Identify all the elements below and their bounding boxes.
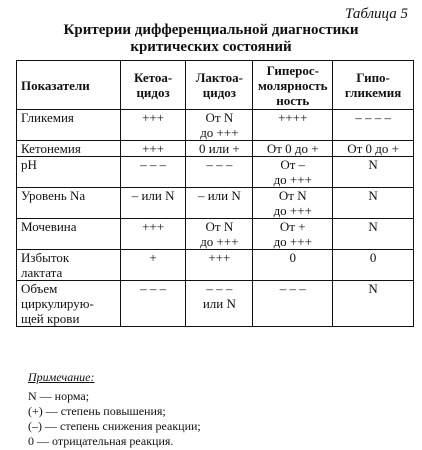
table-cell xyxy=(253,110,333,141)
table-cell-text: – – – xyxy=(206,281,233,296)
table-cell-text: От N xyxy=(205,219,234,234)
row-label-text: щей крови xyxy=(21,311,80,326)
table-number-label: Таблица 5 xyxy=(345,6,408,22)
table-row xyxy=(17,141,414,157)
table-cell xyxy=(253,250,333,281)
table-title-line-1: Критерии дифференциальной диагностики xyxy=(63,22,359,38)
table-cell xyxy=(186,188,253,219)
table-row xyxy=(17,219,414,250)
table-cell xyxy=(120,157,186,188)
table-cell xyxy=(253,157,333,188)
table-cell xyxy=(253,188,333,219)
column-header-text: ность xyxy=(276,92,310,108)
column-header xyxy=(333,61,414,110)
row-label xyxy=(17,157,121,188)
row-label-text: Уровень Na xyxy=(21,188,86,203)
table-cell-text: От + xyxy=(279,219,306,234)
table-cell xyxy=(333,188,414,219)
note-line: 0 — отрицательная реакция. xyxy=(28,434,174,448)
table-cell-text: N xyxy=(368,219,378,234)
column-header xyxy=(186,61,253,110)
table-title xyxy=(0,22,422,56)
row-label xyxy=(17,188,121,219)
table-cell-text: N xyxy=(368,281,378,296)
table-cell-text: +++ xyxy=(142,219,165,234)
column-header-text: Гипо- xyxy=(356,70,390,85)
table-cell xyxy=(120,250,186,281)
table-cell xyxy=(333,281,414,327)
table-row xyxy=(17,250,414,281)
column-header-text: цидоз xyxy=(136,85,170,100)
notes-section xyxy=(28,370,201,449)
table-cell-text: От N xyxy=(278,188,307,203)
row-label xyxy=(17,219,121,250)
table-cell-text: до +++ xyxy=(273,234,312,249)
row-label xyxy=(17,141,121,157)
row-label-text: Гликемия xyxy=(21,110,74,125)
table-cell xyxy=(120,141,186,157)
table-row xyxy=(17,110,414,141)
table-cell xyxy=(186,110,253,141)
table-row xyxy=(17,188,414,219)
table-cell-text: – – – xyxy=(140,281,167,296)
row-label xyxy=(17,110,121,141)
table-cell-text: +++ xyxy=(208,250,231,265)
table-cell-text: 0 xyxy=(289,250,296,265)
table-cell-text: + xyxy=(149,250,157,265)
column-header-text: молярность xyxy=(257,77,328,93)
diagnostic-criteria-table xyxy=(16,60,414,327)
column-header-text: Лактоа- xyxy=(195,70,243,85)
table-row xyxy=(17,157,414,188)
row-label-text: циркулирую- xyxy=(21,296,94,311)
table-title-line-2: критических состояний xyxy=(130,39,292,55)
row-label xyxy=(17,281,121,327)
table-cell xyxy=(333,219,414,250)
column-header-text: Гиперос- xyxy=(266,62,319,78)
table-cell-text: – – – xyxy=(206,157,233,172)
notes-heading: Примечание: xyxy=(28,370,95,384)
table-cell-text: до +++ xyxy=(200,234,239,249)
table-cell-text: – или N xyxy=(197,188,241,203)
table-cell-text: до +++ xyxy=(273,203,312,218)
table-cell xyxy=(186,219,253,250)
table-cell xyxy=(253,141,333,157)
table-cell-text: или N xyxy=(202,296,236,311)
table-cell xyxy=(186,157,253,188)
table-cell xyxy=(333,110,414,141)
row-label xyxy=(17,250,121,281)
table-cell-text: – – – xyxy=(140,157,167,172)
note-line: N — норма; xyxy=(28,389,90,403)
table-cell-text: до +++ xyxy=(273,172,312,187)
column-header-text: Показатели xyxy=(21,77,90,93)
row-label-text: Кетонемия xyxy=(21,141,81,156)
table-header-row xyxy=(17,61,414,110)
column-header xyxy=(17,61,121,110)
table-cell-text: N xyxy=(368,188,378,203)
table-cell-text: – – – – xyxy=(355,110,391,125)
table-cell xyxy=(120,281,186,327)
table-cell xyxy=(120,110,186,141)
table-cell-text: От 0 до + xyxy=(347,141,399,156)
table-cell xyxy=(253,219,333,250)
table-cell-text: – или N xyxy=(131,188,175,203)
table-cell-text: N xyxy=(368,157,378,172)
table-cell xyxy=(186,250,253,281)
row-label-text: Избыток xyxy=(21,250,70,265)
column-header xyxy=(253,61,333,110)
table-cell-text: ++++ xyxy=(278,110,308,125)
table-cell xyxy=(186,281,253,327)
table-cell-text: +++ xyxy=(142,141,165,156)
table-cell xyxy=(120,219,186,250)
column-header-text: цидоз xyxy=(202,85,237,100)
table-cell xyxy=(253,281,333,327)
note-line: (–) — степень снижения реакции; xyxy=(28,419,201,433)
table-cell xyxy=(333,157,414,188)
table-cell-text: 0 xyxy=(369,250,377,265)
table-cell xyxy=(333,141,414,157)
row-label-text: Объем xyxy=(21,281,58,296)
row-label-text: Мочевина xyxy=(21,219,77,234)
table-cell xyxy=(186,141,253,157)
table-cell-text: От – xyxy=(280,157,306,172)
table-body xyxy=(17,110,414,327)
table-cell-text: От N xyxy=(205,110,234,125)
row-label-text: лактата xyxy=(21,265,63,280)
table-cell-text: От 0 до + xyxy=(266,141,319,156)
table-cell-text: 0 или + xyxy=(199,141,240,156)
column-header xyxy=(120,61,186,110)
column-header-text: гликемия xyxy=(344,85,402,100)
table-cell-text: до +++ xyxy=(200,125,239,140)
table-row xyxy=(17,281,414,327)
table-cell-text: – – – xyxy=(279,281,306,296)
note-line: (+) — степень повышения; xyxy=(28,404,166,418)
table-cell xyxy=(120,188,186,219)
table-cell-text: +++ xyxy=(142,110,165,125)
row-label-text: pH xyxy=(21,157,37,172)
column-header-text: Кетоа- xyxy=(133,70,173,85)
table-cell xyxy=(333,250,414,281)
